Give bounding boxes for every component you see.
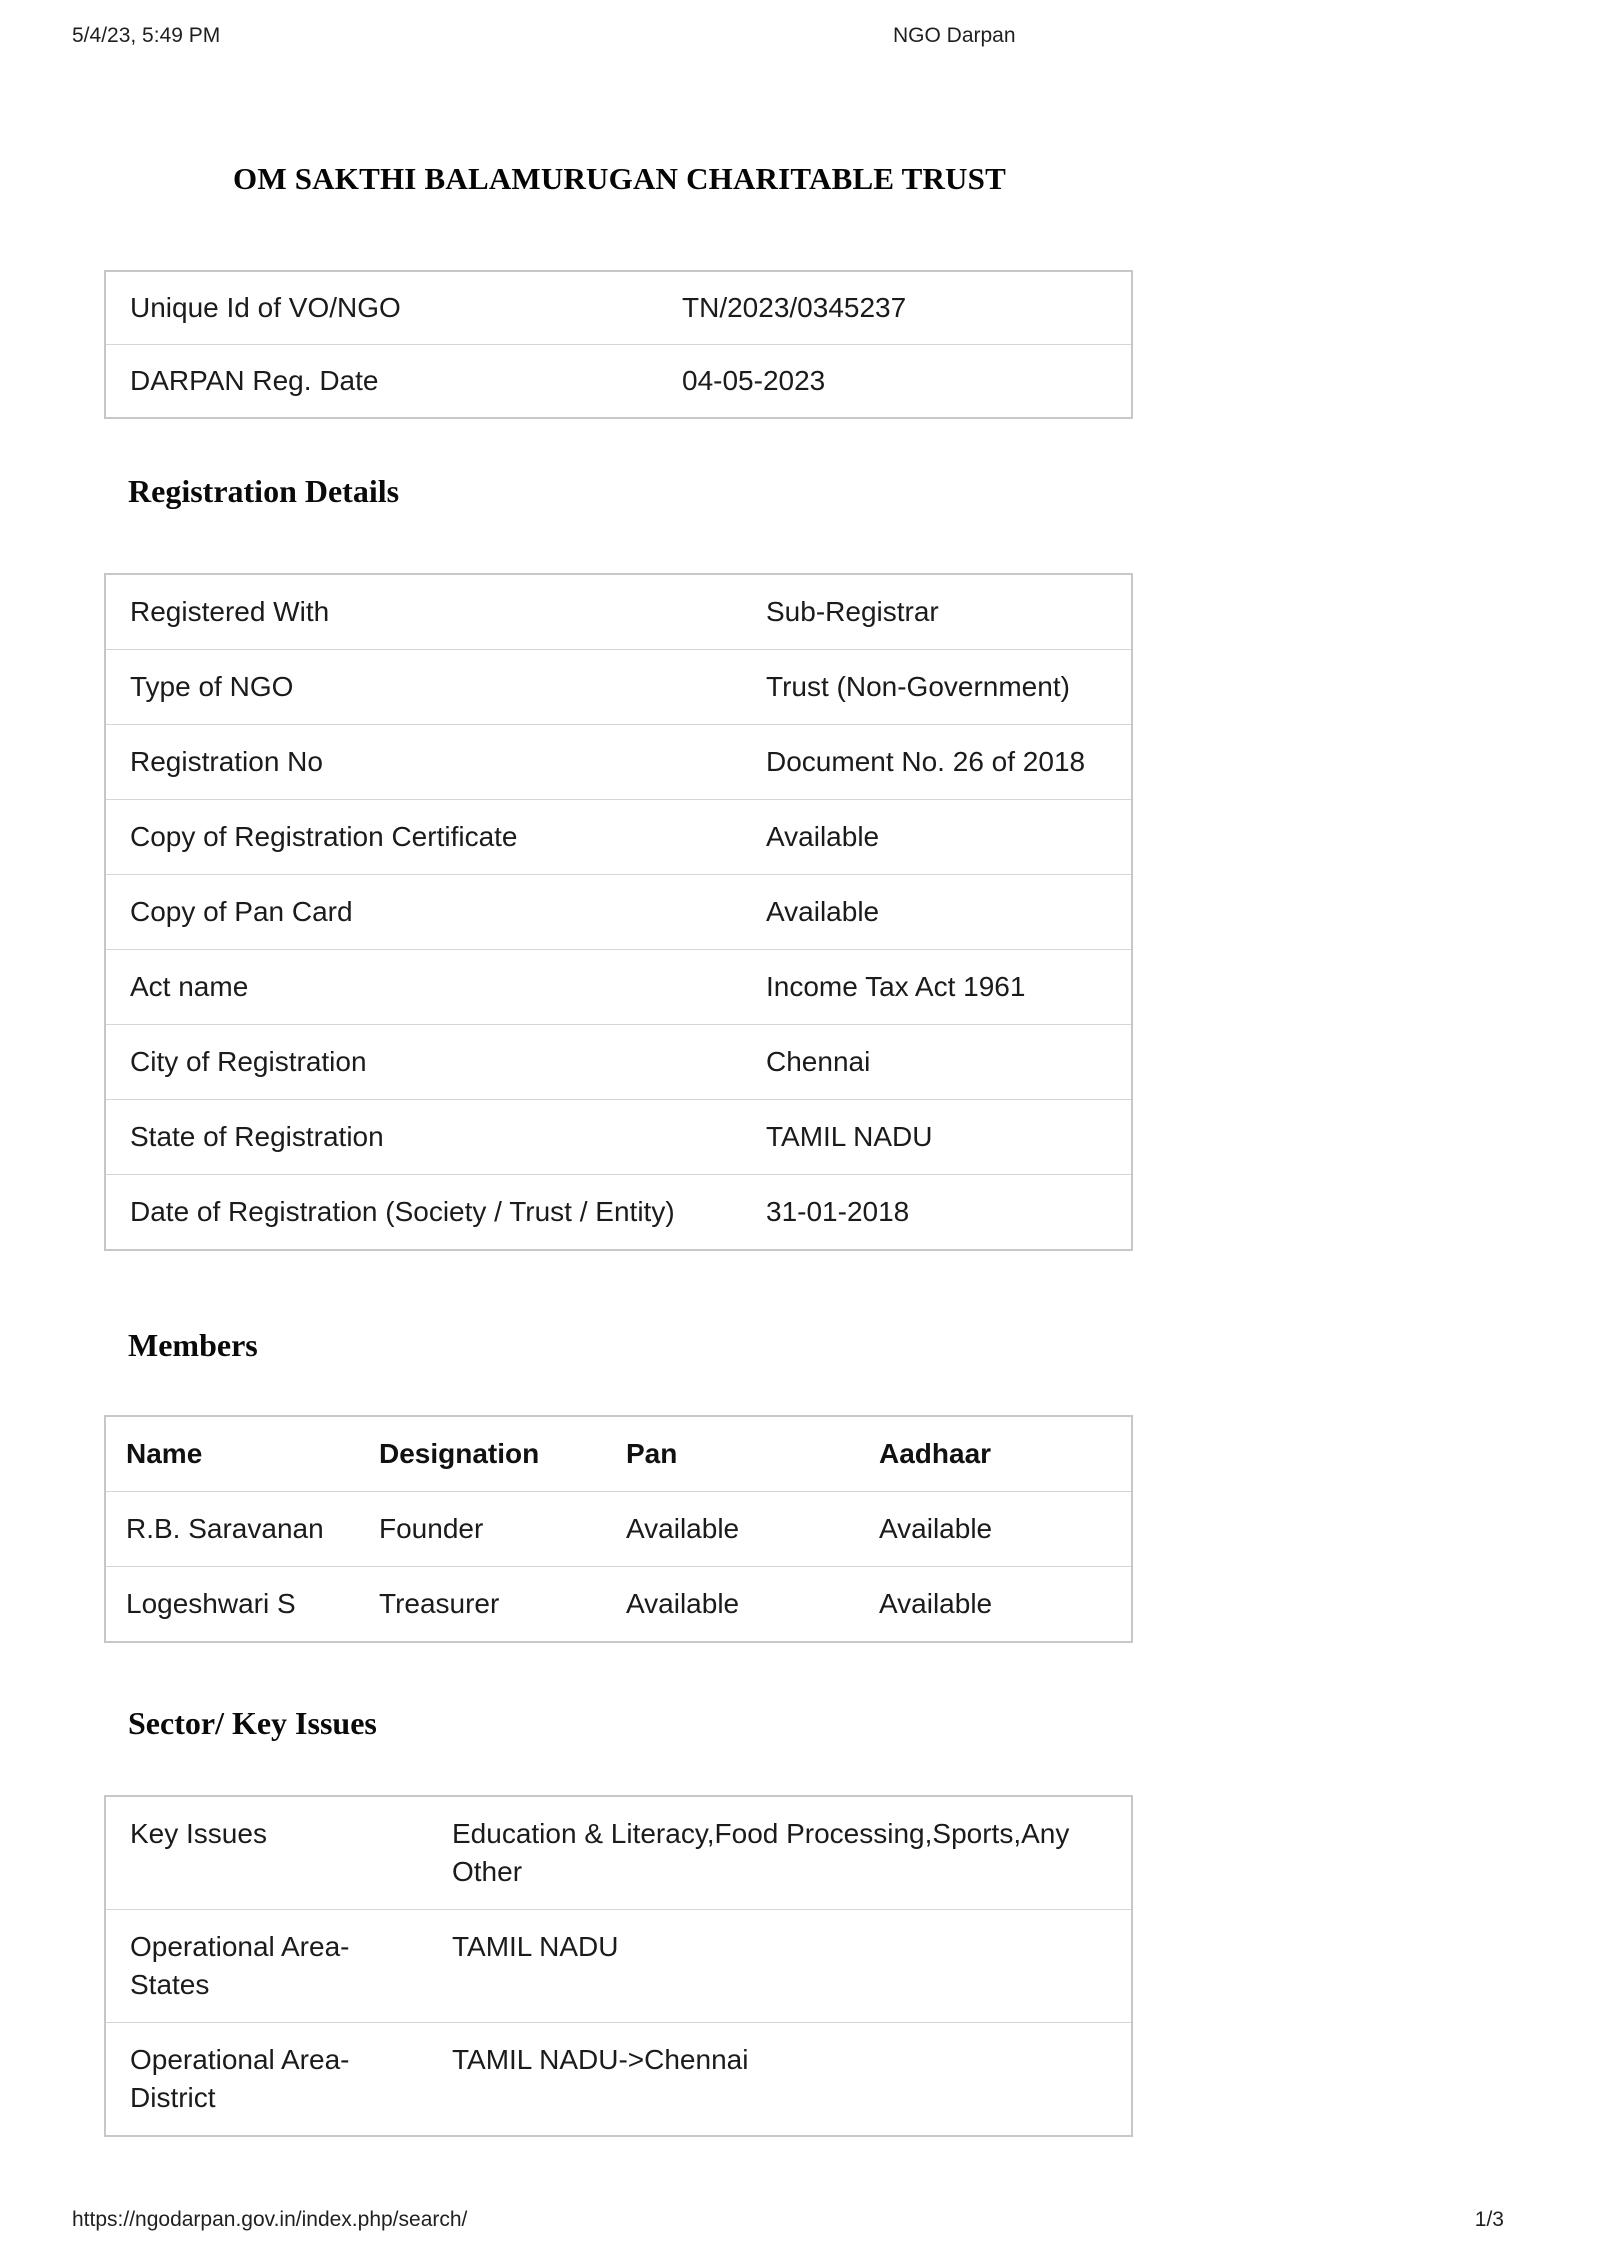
members-table xyxy=(104,1415,1133,1643)
row-value: TAMIL NADU->Chennai xyxy=(428,2023,1132,2137)
row-label: Operational Area-District xyxy=(105,2023,428,2137)
row-label: Operational Area-States xyxy=(105,1910,428,2023)
table-row xyxy=(105,574,1132,650)
print-source-url: https://ngodarpan.gov.in/index.php/search/ xyxy=(72,2208,468,2231)
row-value: Chennai xyxy=(742,1025,1132,1100)
row-label: Copy of Registration Certificate xyxy=(105,800,742,875)
print-timestamp: 5/4/23, 5:49 PM xyxy=(72,24,221,47)
member-name: Logeshwari S xyxy=(105,1567,359,1643)
column-header-aadhaar: Aadhaar xyxy=(879,1438,992,1469)
member-pan: Available xyxy=(606,1567,859,1643)
print-page-number: 1/3 xyxy=(1474,2208,1504,2231)
row-value: TN/2023/0345237 xyxy=(682,292,907,323)
row-value: Income Tax Act 1961 xyxy=(742,950,1132,1025)
row-label: Registration No xyxy=(105,725,742,800)
id-summary-table xyxy=(104,270,1133,419)
table-row xyxy=(105,1796,1132,1910)
member-name: R.B. Saravanan xyxy=(105,1492,359,1567)
row-label: Copy of Pan Card xyxy=(105,875,742,950)
column-header-pan: Pan xyxy=(626,1438,678,1469)
table-row xyxy=(105,950,1132,1025)
row-value: Sub-Registrar xyxy=(766,596,939,627)
row-value: 04-05-2023 xyxy=(658,345,1132,419)
row-value: Document No. 26 of 2018 xyxy=(742,725,1132,800)
member-designation: Treasurer xyxy=(359,1567,606,1643)
member-designation: Founder xyxy=(359,1492,606,1567)
table-row xyxy=(105,345,1132,419)
row-label: Registered With xyxy=(130,596,330,627)
table-row xyxy=(105,1025,1132,1100)
table-row xyxy=(105,1567,1132,1643)
row-label: Type of NGO xyxy=(105,650,742,725)
row-label: State of Registration xyxy=(105,1100,742,1175)
table-row xyxy=(105,1910,1132,2023)
table-row xyxy=(105,1100,1132,1175)
column-header-designation: Designation xyxy=(379,1438,540,1469)
table-row xyxy=(105,1175,1132,1251)
table-row xyxy=(105,2023,1132,2137)
print-site-title: NGO Darpan xyxy=(893,24,1016,47)
row-label: DARPAN Reg. Date xyxy=(105,345,658,419)
row-value: Trust (Non-Government) xyxy=(742,650,1132,725)
table-row xyxy=(105,1492,1132,1567)
row-value: 31-01-2018 xyxy=(742,1175,1132,1251)
table-row xyxy=(105,800,1132,875)
row-label: Date of Registration (Society / Trust / Entity) xyxy=(105,1175,742,1251)
member-aadhaar: Available xyxy=(859,1567,1132,1643)
row-label: City of Registration xyxy=(105,1025,742,1100)
member-pan: Available xyxy=(606,1492,859,1567)
row-value: TAMIL NADU xyxy=(428,1910,1132,2023)
table-row xyxy=(105,875,1132,950)
table-row xyxy=(105,271,1132,345)
members-heading: Members xyxy=(128,1327,258,1363)
table-row xyxy=(105,650,1132,725)
column-header-name: Name xyxy=(126,1438,203,1469)
page-title: OM SAKTHI BALAMURUGAN CHARITABLE TRUST xyxy=(233,161,1006,196)
row-value: Available xyxy=(742,800,1132,875)
table-row xyxy=(105,725,1132,800)
row-label: Key Issues xyxy=(130,1818,267,1849)
row-label: Act name xyxy=(105,950,742,1025)
row-label: Unique Id of VO/NGO xyxy=(130,292,401,323)
sector-key-issues-table xyxy=(104,1795,1133,2137)
sector-key-issues-heading: Sector/ Key Issues xyxy=(128,1705,377,1741)
registration-details-table xyxy=(104,573,1133,1251)
page-content xyxy=(104,0,1135,2137)
row-value: Education & Literacy,Food Processing,Sports,Any Other xyxy=(452,1818,1070,1887)
registration-details-heading: Registration Details xyxy=(128,473,400,509)
row-value: Available xyxy=(742,875,1132,950)
row-value: TAMIL NADU xyxy=(742,1100,1132,1175)
table-header-row xyxy=(105,1416,1132,1492)
member-aadhaar: Available xyxy=(859,1492,1132,1567)
